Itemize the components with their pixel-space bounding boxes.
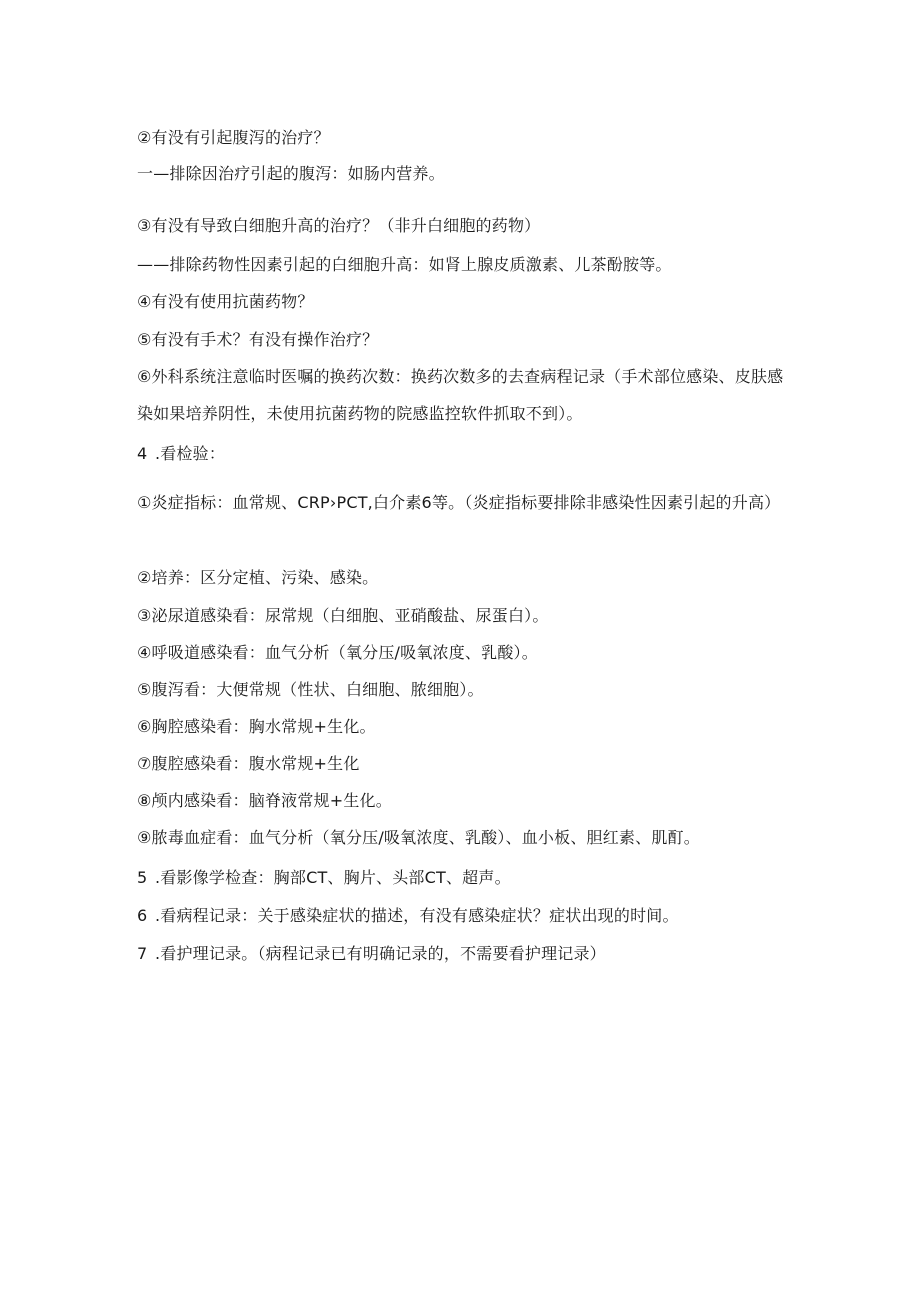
section-7-nursing-records — [137, 944, 606, 964]
section-number: 7 — [137, 944, 148, 963]
lab-item-5-diarrhea: ⑤腹泻看：大便常规（性状、白细胞、脓细胞）。 — [137, 680, 484, 699]
lab-item-3-urinary: ③泌尿道感染看：尿常规（白细胞、亚硝酸盐、尿蛋白）。 — [137, 606, 549, 625]
lab-item-9-sepsis: ⑨脓毒血症看：血气分析（氧分压/吸氧浓度、乳酸）、血小板、胆红素、肌酊。 — [137, 828, 700, 847]
section-number: 6 — [137, 906, 148, 925]
section-5-imaging — [137, 868, 511, 888]
section-title: .看病程记录：关于感染症状的描述，有没有感染症状？症状出现的时间。 — [155, 906, 679, 925]
item-5-surgery: ⑤有没有手术？有没有操作治疗？ — [137, 330, 379, 349]
section-title: .看影像学检查：胸部CT、胸片、头部CT、超声。 — [155, 868, 511, 887]
item-4-antibiotics: ④有没有使用抗菌药物？ — [137, 292, 314, 311]
section-number: 4 — [137, 444, 148, 463]
item-2-exclusion: 一—排除因治疗引起的腹泻：如肠内营养。 — [137, 164, 445, 183]
section-4-heading — [137, 444, 225, 464]
lab-item-7-abdominal: ⑦腹腔感染看：腹水常规+生化 — [137, 754, 360, 773]
item-6-dressing-change: ⑥外科系统注意临时医嘱的换药次数：换药次数多的去查病程记录（手术部位感染、皮肤感染如果培养阴性，未使用抗菌药物的院感监控软件抓取不到）。 — [137, 367, 784, 423]
lab-item-1-inflammation: ①炎症指标：血常规、CRP›PCT,白介素6等。（炎症指标要排除非感染性因素引起的升高） — [137, 493, 781, 512]
item-2-diarrhea-treatment: ②有没有引起腹泻的治疗？ — [137, 128, 330, 147]
section-number: 5 — [137, 868, 148, 887]
lab-item-2-culture: ②培养：区分定植、污染、感染。 — [137, 568, 379, 587]
item-3-exclusion: ——排除药物性因素引起的白细胞升高：如肾上腺皮质激素、儿茶酚胺等。 — [137, 255, 672, 274]
lab-item-4-respiratory: ④呼吸道感染看：血气分析（氧分压/吸氧浓度、乳酸）。 — [137, 643, 538, 662]
lab-item-8-intracranial: ⑧颅内感染看：脑脊液常规+生化。 — [137, 791, 392, 810]
section-title: .看护理记录。（病程记录已有明确记录的，不需要看护理记录） — [155, 944, 606, 963]
section-6-progress-notes — [137, 906, 679, 926]
item-3-wbc-treatment: ③有没有导致白细胞升高的治疗？（非升白细胞的药物） — [137, 216, 541, 235]
lab-item-6-thoracic: ⑥胸腔感染看：胸水常规+生化。 — [137, 717, 376, 736]
section-title: .看检验： — [155, 444, 226, 463]
